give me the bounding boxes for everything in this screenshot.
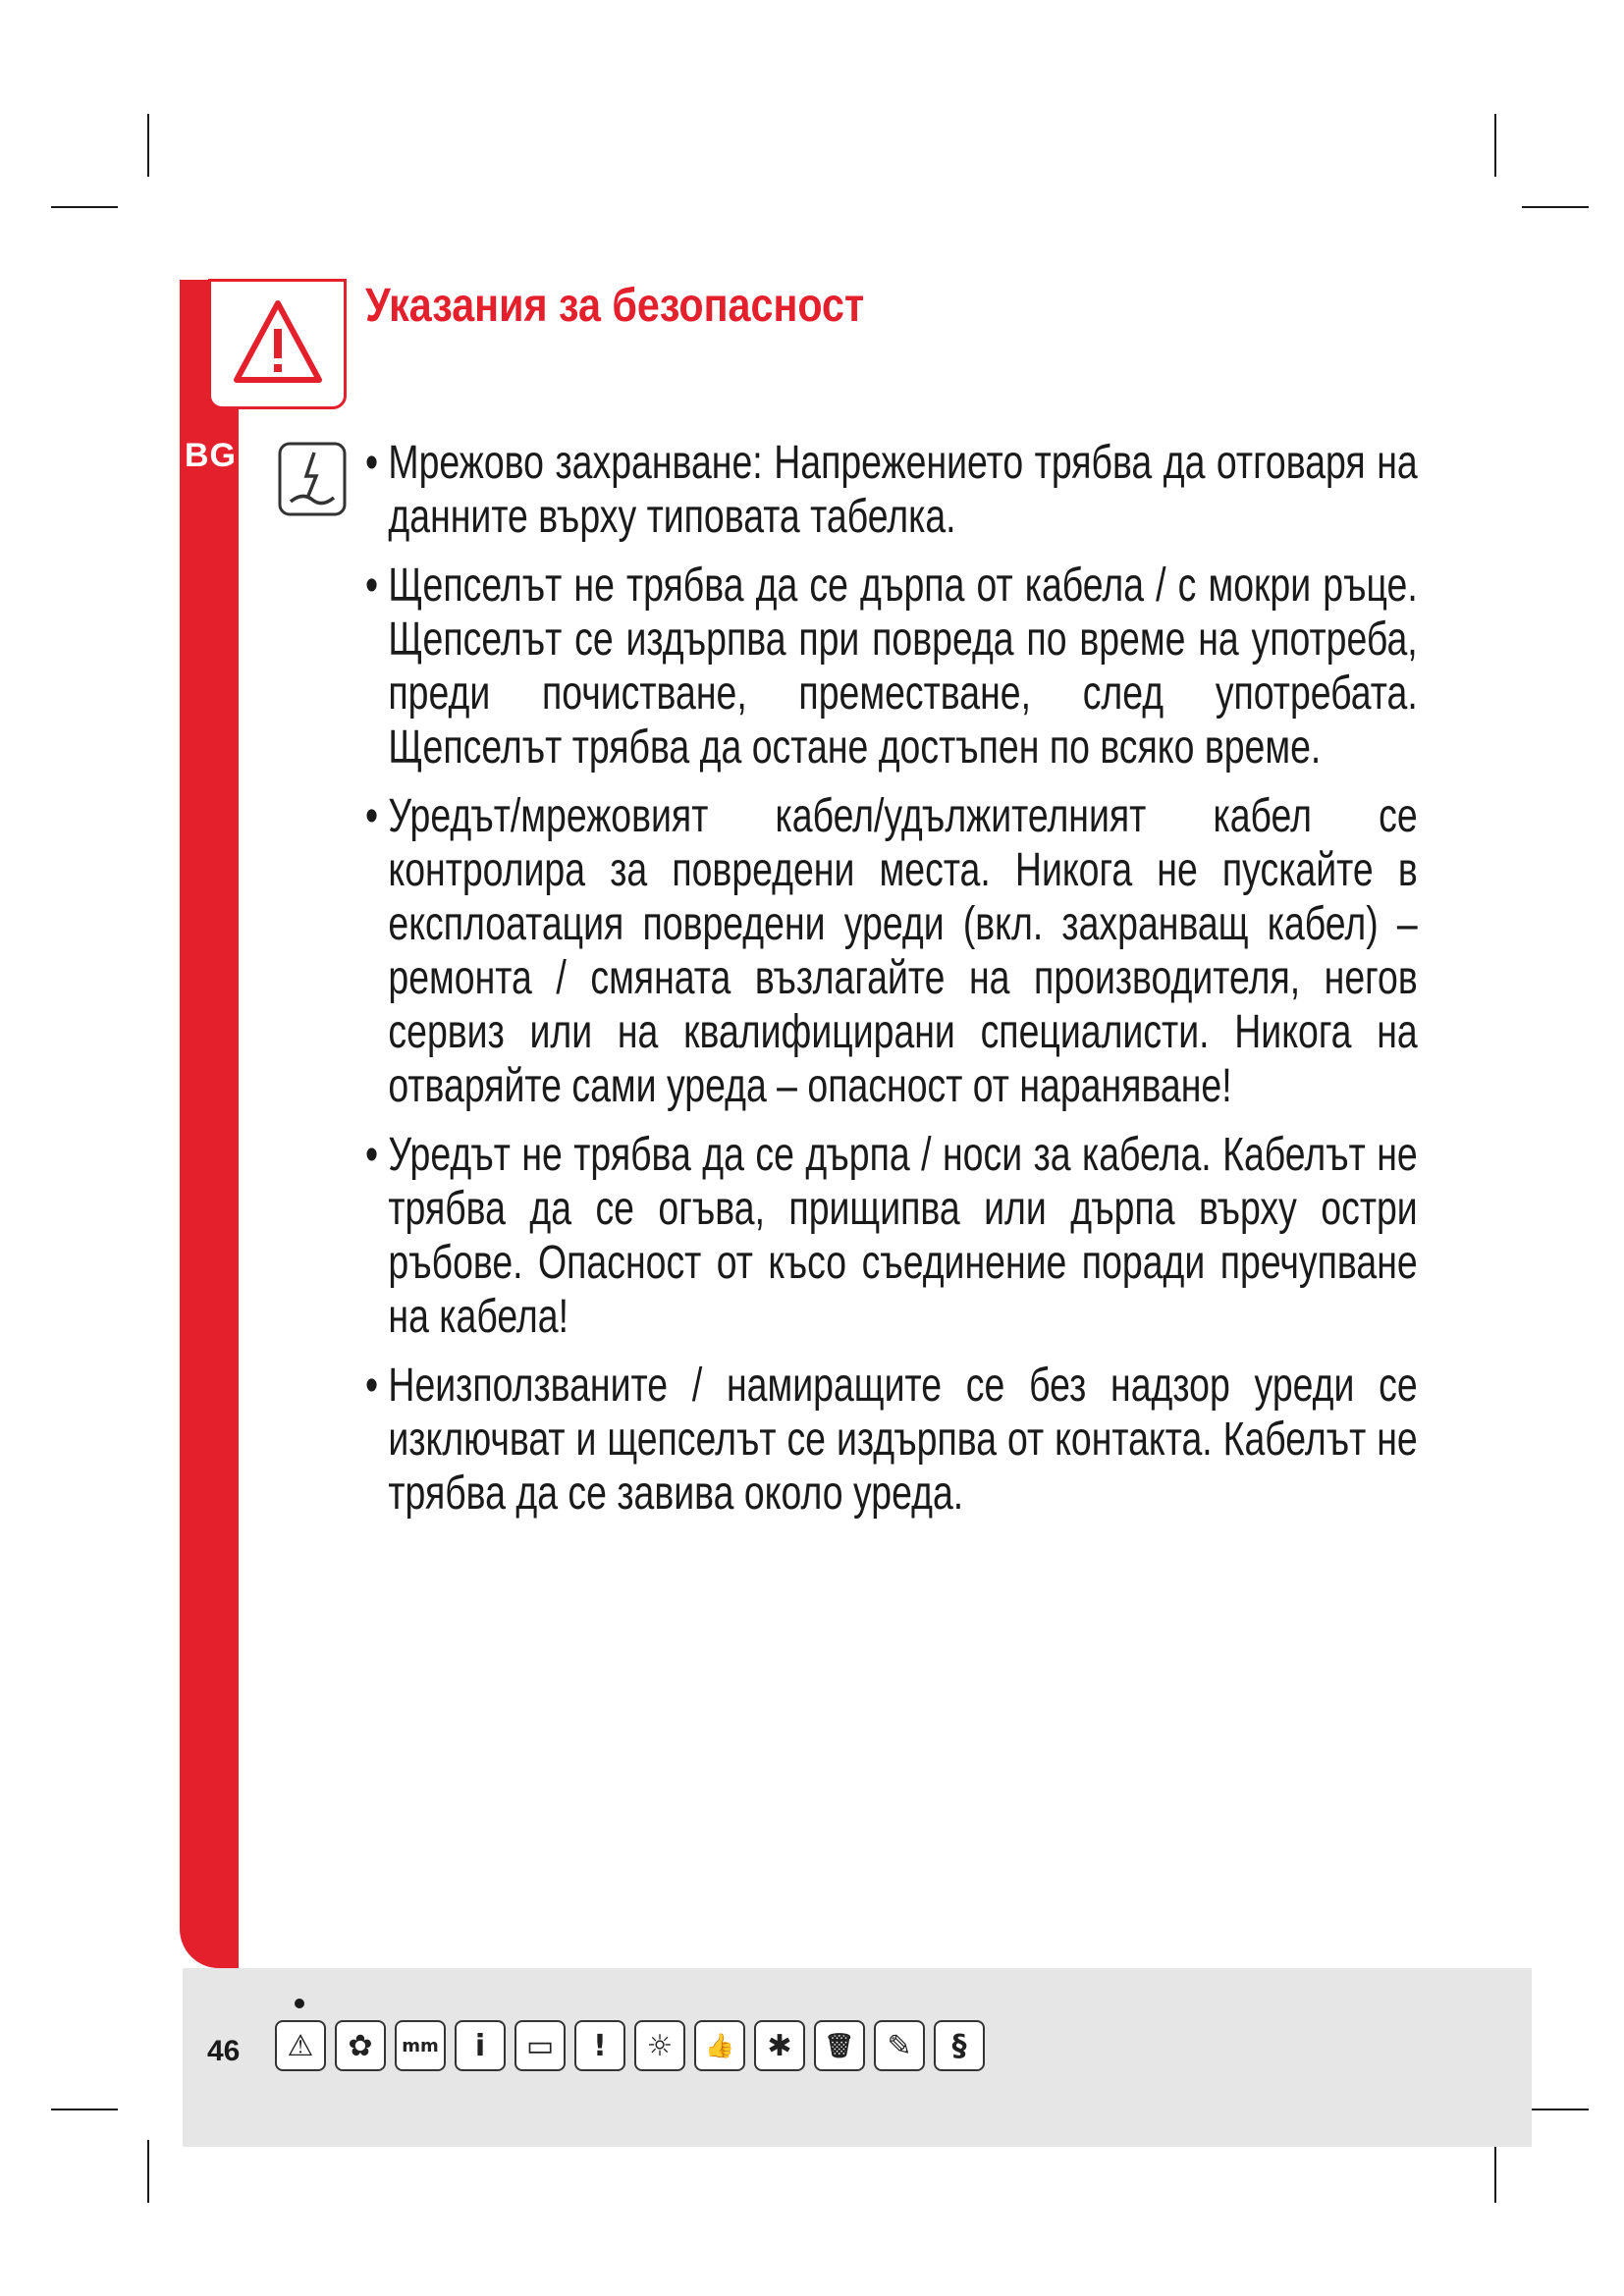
crop-mark — [1494, 2140, 1496, 2203]
language-label: BG — [185, 437, 237, 474]
paragraph-icon: § — [934, 2020, 985, 2071]
exclamation-icon: ! — [574, 2020, 625, 2071]
page-number: 46 — [207, 2035, 241, 2067]
ruler-mm-icon: mm — [395, 2020, 446, 2071]
active-marker-dot — [295, 1999, 304, 2008]
footer-icon-strip — [275, 2020, 985, 2071]
list-item: • Уредът/мрежовият кабел/удължителният кабел се контролира за повредени места. Никога не пускайте в експлоатация повредени уреди (вкл. захранващ кабел) – ремонта / смяната възлагайте на производителя, негов сервиз или на квалифицирани специалисти. Никога на отваряйте сами уреда – опасност от нараняване! — [365, 790, 1418, 1112]
warning-triangle-icon — [233, 297, 323, 386]
list-item: • Щепселът не трябва да се дърпа от кабела / с мокри ръце. Щепселът се издърпва при повреда по време на употреба, преди почистване, преместване, след употребата. Щепселът трябва да остане достъпен по всяко време. — [365, 560, 1418, 774]
crop-mark — [1494, 114, 1496, 177]
crop-mark — [51, 206, 118, 208]
info-icon: i — [455, 2020, 506, 2071]
thumbs-up-icon: 👍 — [694, 2020, 745, 2071]
pencil-icon: ✎ — [874, 2020, 925, 2071]
battery-icon: ▭ — [514, 2020, 566, 2071]
page-title: Указания за безопасност — [365, 280, 865, 332]
crop-mark — [1522, 2109, 1589, 2110]
trash-bin-icon: 🗑 — [814, 2020, 865, 2071]
crop-mark — [51, 2109, 118, 2110]
light-bulb-icon: ☼ — [634, 2020, 685, 2071]
safety-instructions-list — [365, 436, 1418, 1535]
warning-header-box — [208, 279, 347, 409]
electric-power-icon — [277, 441, 348, 517]
plant-icon: ✿ — [335, 2020, 386, 2071]
side-color-bar — [180, 280, 239, 1968]
list-item: • Уредът не трябва да се дърпа / носи за кабела. Кабелът не трябва да се огъва, прищипва или дърпа върху остри ръбове. Опасност от късо съединение поради пречупване на кабела! — [365, 1129, 1418, 1343]
crop-mark — [147, 114, 149, 177]
list-item: • Неизползваните / намиращите се без надзор уреди се изключват и щепселът се издърпва от контакта. Кабелът не трябва да се завива около уреда. — [365, 1360, 1418, 1520]
snowflake-icon: ✱ — [754, 2020, 805, 2071]
crop-mark — [1522, 206, 1589, 208]
list-item: • Мрежово захранване: Напрежението трябва да отговаря на данните върху типовата табелка. — [365, 437, 1418, 543]
warning-icon: ⚠ — [275, 2020, 326, 2071]
crop-mark — [147, 2140, 149, 2203]
